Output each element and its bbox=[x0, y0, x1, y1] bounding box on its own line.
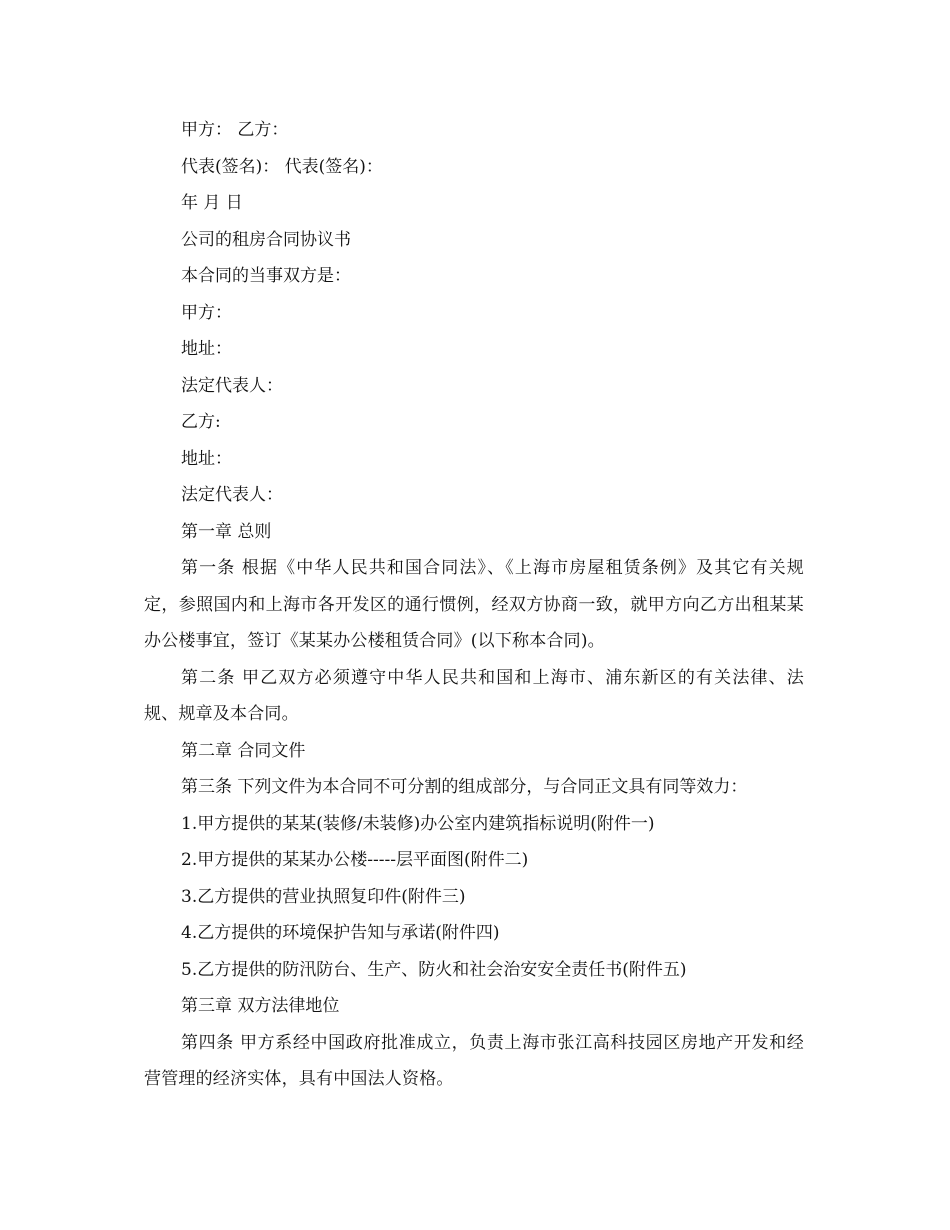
attachment-item: 2.甲方提供的某某办公楼-----层平面图(附件二) bbox=[181, 850, 529, 870]
attachment-item: 1.甲方提供的某某(装修/未装修)办公室内建筑指标说明(附件一) bbox=[181, 813, 655, 834]
chapter-2-heading: 第二章 合同文件 bbox=[181, 740, 306, 761]
party-b-address: 地址： bbox=[181, 448, 232, 469]
chapter-3-heading: 第三章 双方法律地位 bbox=[181, 996, 340, 1016]
representative-signature-line: 代表(签名)： 代表(签名)： bbox=[181, 156, 383, 177]
party-b-legal-rep: 法定代表人： bbox=[181, 485, 283, 505]
party-a-address: 地址： bbox=[181, 339, 232, 359]
document-body bbox=[144, 112, 804, 1098]
article-1: 第一条 根据《中华人民共和国合同法》、《上海市房屋租赁条例》及其它有关规定，参照国内和上海市各开发区的通行惯例，经双方协商一致，就甲方向乙方出租某某办公楼事宜，签订《某某办公楼租赁合同》(以下称本合同)。 bbox=[144, 558, 804, 651]
signature-parties-line: 甲方： 乙方： bbox=[181, 120, 289, 140]
parties-intro: 本合同的当事双方是： bbox=[181, 266, 351, 286]
contract-title: 公司的租房合同协议书 bbox=[181, 229, 351, 250]
attachment-item: 3.乙方提供的营业执照复印件(附件三) bbox=[181, 886, 466, 907]
party-a-legal-rep: 法定代表人： bbox=[181, 375, 283, 396]
article-3: 第三条 下列文件为本合同不可分割的组成部分，与合同正文具有同等效力： bbox=[181, 777, 748, 797]
attachment-item: 4.乙方提供的环境保护告知与承诺(附件四) bbox=[181, 923, 500, 943]
party-b-label: 乙方: bbox=[181, 412, 221, 432]
article-2: 第二条 甲乙双方必须遵守中华人民共和国和上海市、浦东新区的有关法律、法规、规章及本合同。 bbox=[144, 667, 804, 724]
chapter-1-heading: 第一章 总则 bbox=[181, 521, 272, 542]
article-4: 第四条 甲方系经中国政府批准成立，负责上海市张江高科技园区房地产开发和经营管理的经济实体，具有中国法人资格。 bbox=[144, 1032, 804, 1089]
attachment-item: 5.乙方提供的防汛防台、生产、防火和社会治安安全责任书(附件五) bbox=[181, 959, 687, 980]
party-a-label: 甲方： bbox=[181, 302, 232, 323]
date-line: 年 月 日 bbox=[181, 193, 243, 213]
